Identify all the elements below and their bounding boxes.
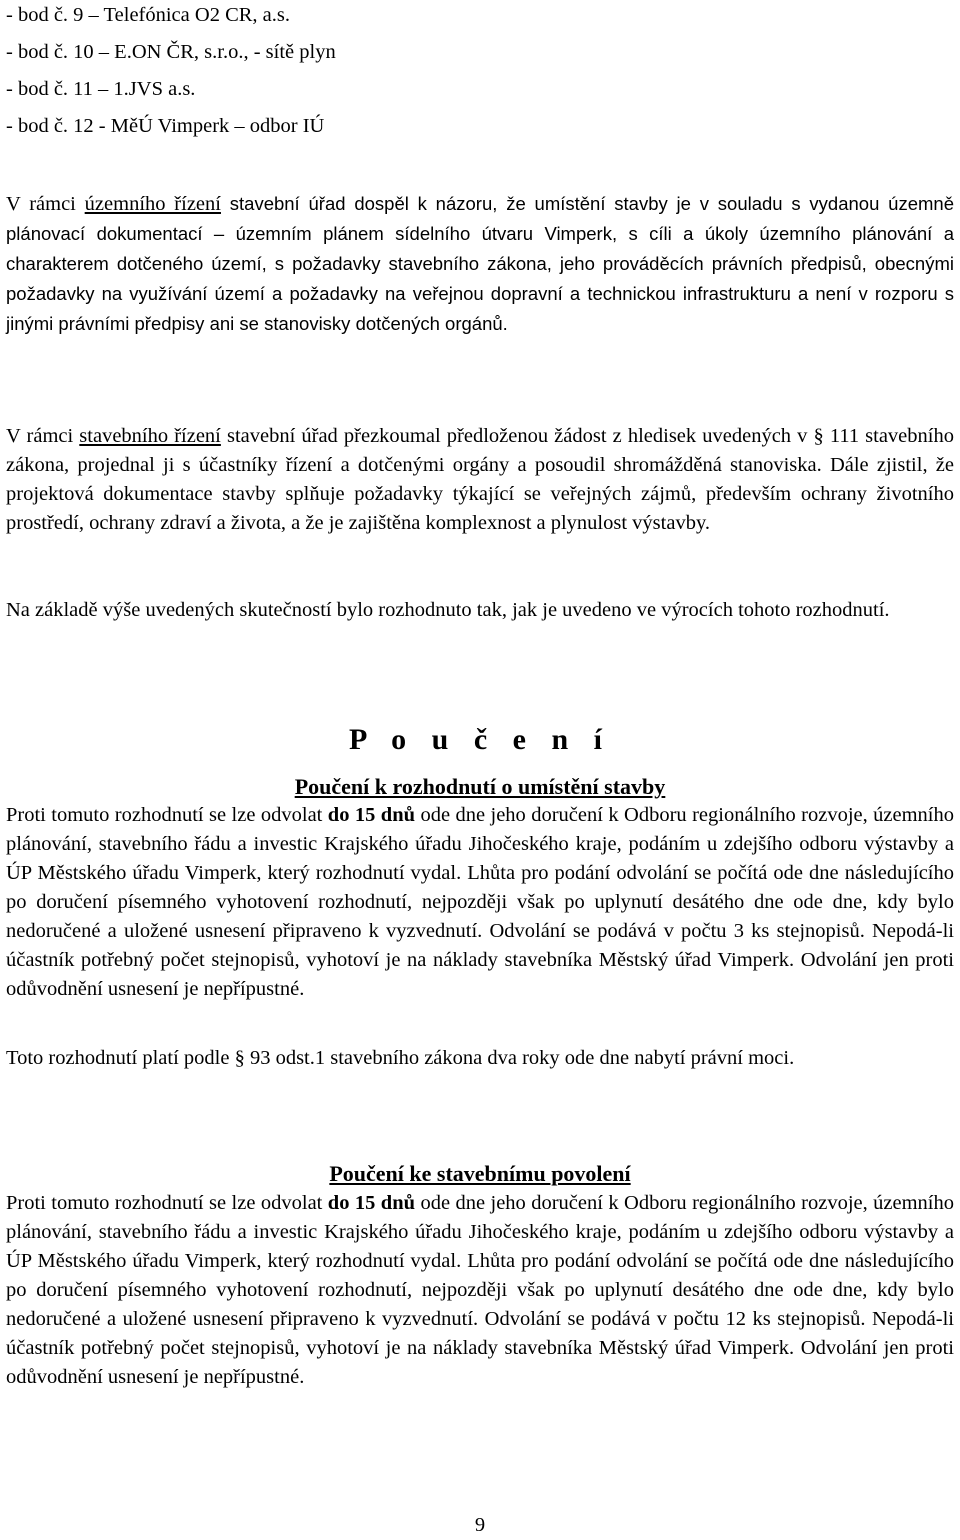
list-item: - bod č. 10 – E.ON ČR, s.r.o., - sítě plyn	[6, 41, 336, 63]
appeal-deadline: do 15 dnů	[327, 804, 416, 826]
section-title-placement: Poučení k rozhodnutí o umístění stavby	[294, 774, 666, 799]
para2-lead: V rámci	[6, 425, 80, 447]
appeal-paragraph-placement	[6, 801, 954, 1004]
list-item: - bod č. 11 – 1.JVS a.s.	[6, 78, 196, 100]
appeal-lead: Proti tomuto rozhodnutí se lze odvolat	[6, 1192, 328, 1214]
territorial-proceeding-term: územního řízení	[84, 193, 221, 215]
para2-rest: stavební úřad přezkoumal předloženou žádost z hledisek uvedených v § 111 stavebního zákona, projednal ji s účastníky řízení a dotčenými orgány a posoudil shromážděná stanoviska. Dále zjistil, že projektová dokumentace stavby splňuje požadavky týkající se veřejných zájmů, především ochrany životního prostředí, ochrany zdraví a života, a že je zajištěna komplexnost a plynulost výstavby.	[6, 425, 954, 534]
appeal-rest: ode dne jeho doručení k Odboru regionálního rozvoje, územního plánování, stavebního řádu a investic Krajského úřadu Jihočeského kraje, podáním u zdejšího odboru výstavby a ÚP Městského úřadu Vimperk, který rozhodnutí vydal. Lhůta pro podání odvolání se počítá ode dne následujícího po doručení písemného vyhotovení rozhodnutí, nejpozději však po uplynutí desátého dne ode dne, kdy bylo nedoručené a uložené usnesení připraveno k vyzvednutí. Odvolání se podává v počtu 12 ks stejnopisů. Nepodá-li účastník potřebný počet stejnopisů, vyhotoví je na náklady stavebníka Městský úřad Vimperk. Odvolání jen proti odůvodnění usnesení je nepřípustné.	[6, 1192, 955, 1388]
section-title-building-permit: Poučení ke stavebnímu povolení	[329, 1161, 631, 1186]
conclusion-paragraph: Na základě výše uvedených skutečností bylo rozhodnuto tak, jak je uvedeno ve výrocích tohoto rozhodnutí.	[6, 599, 890, 621]
page-number: 9	[474, 1514, 486, 1536]
validity-paragraph: Toto rozhodnutí platí podle § 93 odst.1 stavebního zákona dva roky ode dne nabytí právní moci.	[6, 1047, 795, 1069]
building-proceeding-term: stavebního řízení	[79, 425, 221, 447]
appeal-rest: ode dne jeho doručení k Odboru regionálního rozvoje, územního plánování, stavebního řádu a investic Krajského úřadu Jihočeského kraje, podáním u zdejšího odboru výstavby a ÚP Městského úřadu Vimperk, který rozhodnutí vydal. Lhůta pro podání odvolání se počítá ode dne následujícího po doručení písemného vyhotovení rozhodnutí, nejpozději však po uplynutí desátého dne ode dne, kdy bylo nedoručené a uložené usnesení připraveno k vyzvednutí. Odvolání se podává v počtu 3 ks stejnopisů. Nepodá-li účastník potřebný počet stejnopisů, vyhotoví je na náklady stavebníka Městský úřad Vimperk. Odvolání jen proti odůvodnění usnesení je nepřípustné.	[6, 804, 955, 1000]
appeal-deadline: do 15 dnů	[327, 1192, 416, 1214]
list-item: - bod č. 9 – Telefónica O2 CR, a.s.	[6, 4, 290, 26]
list-item: - bod č. 12 - MěÚ Vimperk – odbor IÚ	[6, 115, 325, 137]
building-decision-paragraph	[6, 422, 954, 538]
appeal-paragraph-building-permit	[6, 1189, 954, 1392]
para1-rest: stavební úřad dospěl k názoru, že umístění stavby je v souladu s vydanou územně plánovací dokumentací – územním plánem sídelního útvaru Vimperk, s cíli a úkoly územního plánování a charakterem dotčeného území, s požadavky stavebního zákona, jeho prováděcích právních předpisů, obecnými požadavky na využívání území a požadavky na veřejnou dopravní a technickou infrastrukturu a není v rozporu s jinými právními předpisy ani se stanovisky dotčených orgánů.	[6, 193, 954, 334]
recipient-list	[6, 0, 954, 145]
instruction-heading: P o u č e n í	[348, 723, 611, 756]
appeal-lead: Proti tomuto rozhodnutí se lze odvolat	[6, 804, 328, 826]
territorial-decision-paragraph	[6, 189, 954, 339]
para1-lead: V rámci	[6, 193, 85, 215]
